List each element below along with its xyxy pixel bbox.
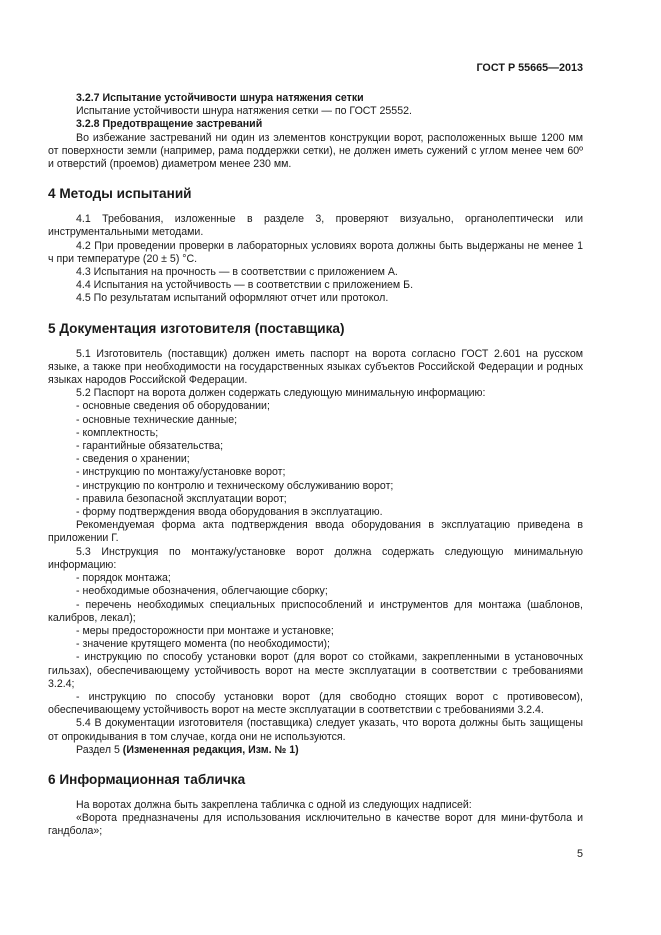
clause-3-2-8-text: Во избежание застреваний ни один из элементов конструкции ворот, расположенных выше 1200 мм от поверхности земли (например, рама поддержки сетки), не должен иметь сужений с углом менее чем 60º и отверстий (проемов) диаметром менее 230 мм. [48,131,583,171]
list-item: - гарантийные обязательства; [76,440,224,453]
list-item: - основные сведения об оборудовании; [76,400,270,413]
page-number: 5 [576,848,583,860]
amendment-note [48,744,583,757]
clause-3-2-7-title: 3.2.7 Испытание устойчивости шнура натяжения сетки [76,92,364,104]
list-item: - сведения о хранении; [76,453,190,466]
amendment-prefix: Раздел 5 [76,743,123,756]
list-item: - инструкцию по монтажу/установке ворот; [76,466,286,479]
clause-3-2-8-title: 3.2.8 Предотвращение застреваний [76,118,263,131]
clause-3-2-7-text: Испытание устойчивости шнура натяжения сетки — по ГОСТ 25552. [76,105,412,118]
clause-5-4: 5.4 В документации изготовителя (поставщика) следует указать, что ворота должны быть защищены от опрокидывания в том случае, когда они не используются. [48,717,583,743]
section-5-title: 5 Документация изготовителя (поставщика) [48,320,345,336]
list-item: - основные технические данные; [76,413,238,426]
clause-4-1: 4.1 Требования, изложенные в разделе 3, проверяют визуально, органолептически или инструментальными методами. [48,213,583,239]
list-item: - инструкцию по контролю и техническому обслуживанию ворот; [76,479,394,492]
clause-5-2-note: Рекомендуемая форма акта подтверждения ввода оборудования в эксплуатацию приведена в приложении Г. [48,519,583,545]
amendment-bold: (Измененная редакция, Изм. № 1) [122,743,299,756]
clause-4-4: 4.4 Испытания на устойчивость — в соответствии с приложением Б. [76,279,414,292]
installation-info-list [48,572,583,717]
section-6-text-2: «Ворота предназначены для использования исключительно в качестве ворот для мини-футбола и гандбола»; [48,812,583,838]
clause-4-2: 4.2 При проведении проверки в лабораторных условиях ворота должны быть выдержаны не менее 1 ч при температуре (20 ± 5) °С. [48,239,583,265]
list-item: - меры предосторожности при монтаже и установке; [76,624,334,637]
list-item: - необходимые обозначения, облегчающие сборку; [76,585,328,598]
clause-5-2: 5.2 Паспорт на ворота должен содержать следующую минимальную информацию: [76,387,486,400]
section-6-text-1: На воротах должна быть закреплена табличка с одной из следующих надписей: [76,798,472,811]
list-item: - перечень необходимых специальных приспособлений и инструментов для монтажа (шаблонов, калибров, лекал); [48,598,583,624]
list-item: - инструкцию по способу установки ворот (для ворот со стойками, закрепленными в установочных гильзах), обеспечивающему устойчивость ворот на месте эксплуатации в соответствии с требованиями 3.2.4; [48,651,583,690]
clause-5-1: 5.1 Изготовитель (поставщик) должен иметь паспорт на ворота согласно ГОСТ 2.601 на русском языке, а также при необходимости на государственных языках субъектов Российской Федерации и родных языках народов Российской Федерации. [48,347,583,387]
list-item: - значение крутящего момента (по необходимости); [76,638,330,651]
list-item: - порядок монтажа; [76,572,171,585]
list-item: - инструкцию по способу установки ворот (для свободно стоящих ворот с противовесом), обеспечивающему устойчивость ворот на месте эксплуатации в соответствии с требованиями 3.2.4. [48,690,583,717]
list-item: - форму подтверждения ввода оборудования в эксплуатацию. [76,506,383,519]
clause-4-3: 4.3 Испытания на прочность — в соответствии с приложением А. [76,266,398,279]
passport-info-list [48,400,583,519]
list-item: - комплектность; [76,426,159,439]
clause-5-3: 5.3 Инструкция по монтажу/установке ворот должна содержать следующую минимальную информацию: [48,545,583,571]
document-body [48,92,583,839]
section-6-title: 6 Информационная табличка [48,771,246,787]
clause-4-5: 4.5 По результатам испытаний оформляют отчет или протокол. [76,292,389,305]
section-4-title: 4 Методы испытаний [48,186,192,202]
document-header-id: ГОСТ Р 55665—2013 [476,62,583,74]
list-item: - правила безопасной эксплуатации ворот; [76,492,287,505]
